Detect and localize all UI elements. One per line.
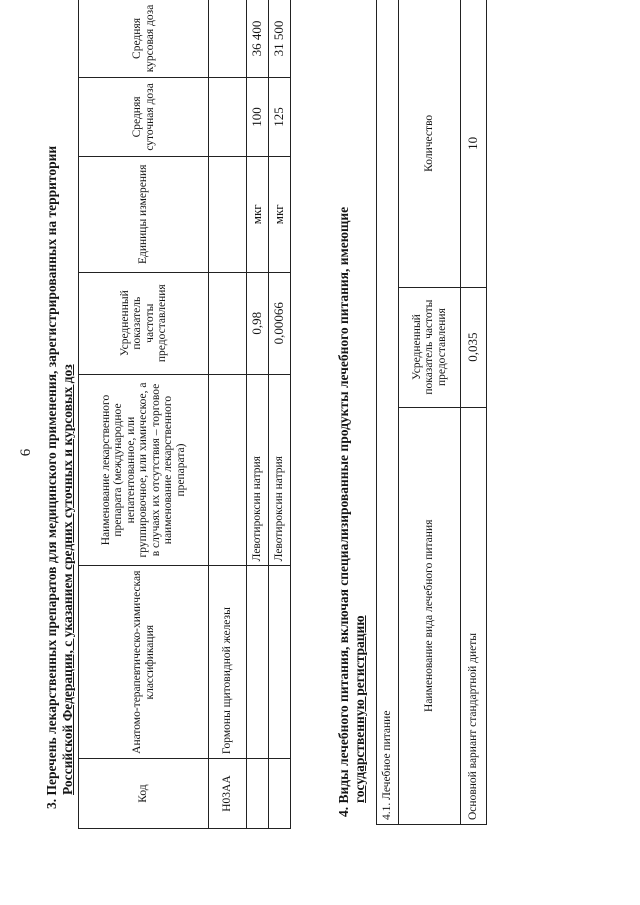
section-4-heading-line1: 4. Виды лечебного питания, включая специализированные продукты лечебного питания, имеющие [336,206,351,817]
header-nutrition-name: Наименование вида лечебного питания [399,407,461,824]
section-3-heading [44,9,76,809]
header-daily-dose: Средняя суточная доза [79,77,209,156]
course-dose-value: 36 400 [247,0,269,77]
header-unit: Единицы измерения [79,156,209,272]
group-row [209,0,247,829]
nutrition-header-row [399,0,461,825]
frequency-value: 0,98 [247,272,269,374]
header-atc: Анатомо-терапевтическо-химическая классификация [79,566,209,759]
header-course-dose: Средняя курсовая доза [79,0,209,77]
unit-value: мкг [269,156,291,272]
section-3-heading-line1: 3. Перечень лекарственных препаратов для медицинского применения, зарегистрированных на территории [44,145,59,809]
nutrition-subheading-row [377,0,399,825]
group-code: H03AA [209,759,247,829]
daily-dose-value: 125 [269,77,291,156]
drugs-table-header-row [79,0,209,829]
nutrition-name: Основной вариант стандартной диеты [461,407,487,824]
course-dose-value: 31 500 [269,0,291,77]
table-row [269,0,291,829]
subsection-label: 4.1. Лечебное питание [377,0,399,825]
drug-name: Левотироксин натрия [269,374,291,566]
drugs-table [78,0,291,829]
header-drug: Наименование лекарственного препарата (международное непатентованное, или группировочное, или химическое, а в случаях их отсутствия – торговое наименование лекарственного препарата) [79,374,209,566]
header-code: Код [79,759,209,829]
frequency-value: 0,00066 [269,272,291,374]
header-quantity: Количество [399,0,461,287]
section-4-heading-line2: государственную регистрацию [352,615,367,803]
header-frequency: Усредненный показатель частоты предоставления [79,272,209,374]
drug-name: Левотироксин натрия [247,374,269,566]
group-atc: Гормоны щитовидной железы [209,566,247,759]
section-4-heading [336,7,368,817]
table-row [461,0,487,825]
nutrition-table [376,0,487,825]
nutrition-quantity: 10 [461,0,487,287]
table-row [247,0,269,829]
page-number: 6 [18,448,34,457]
daily-dose-value: 100 [247,77,269,156]
section-3-heading-line2: Российской Федерации, с указанием средних суточных и курсовых доз [60,364,75,795]
nutrition-frequency: 0,035 [461,287,487,407]
unit-value: мкг [247,156,269,272]
header-nutrition-frequency: Усредненный показатель частоты предоставления [399,287,461,407]
